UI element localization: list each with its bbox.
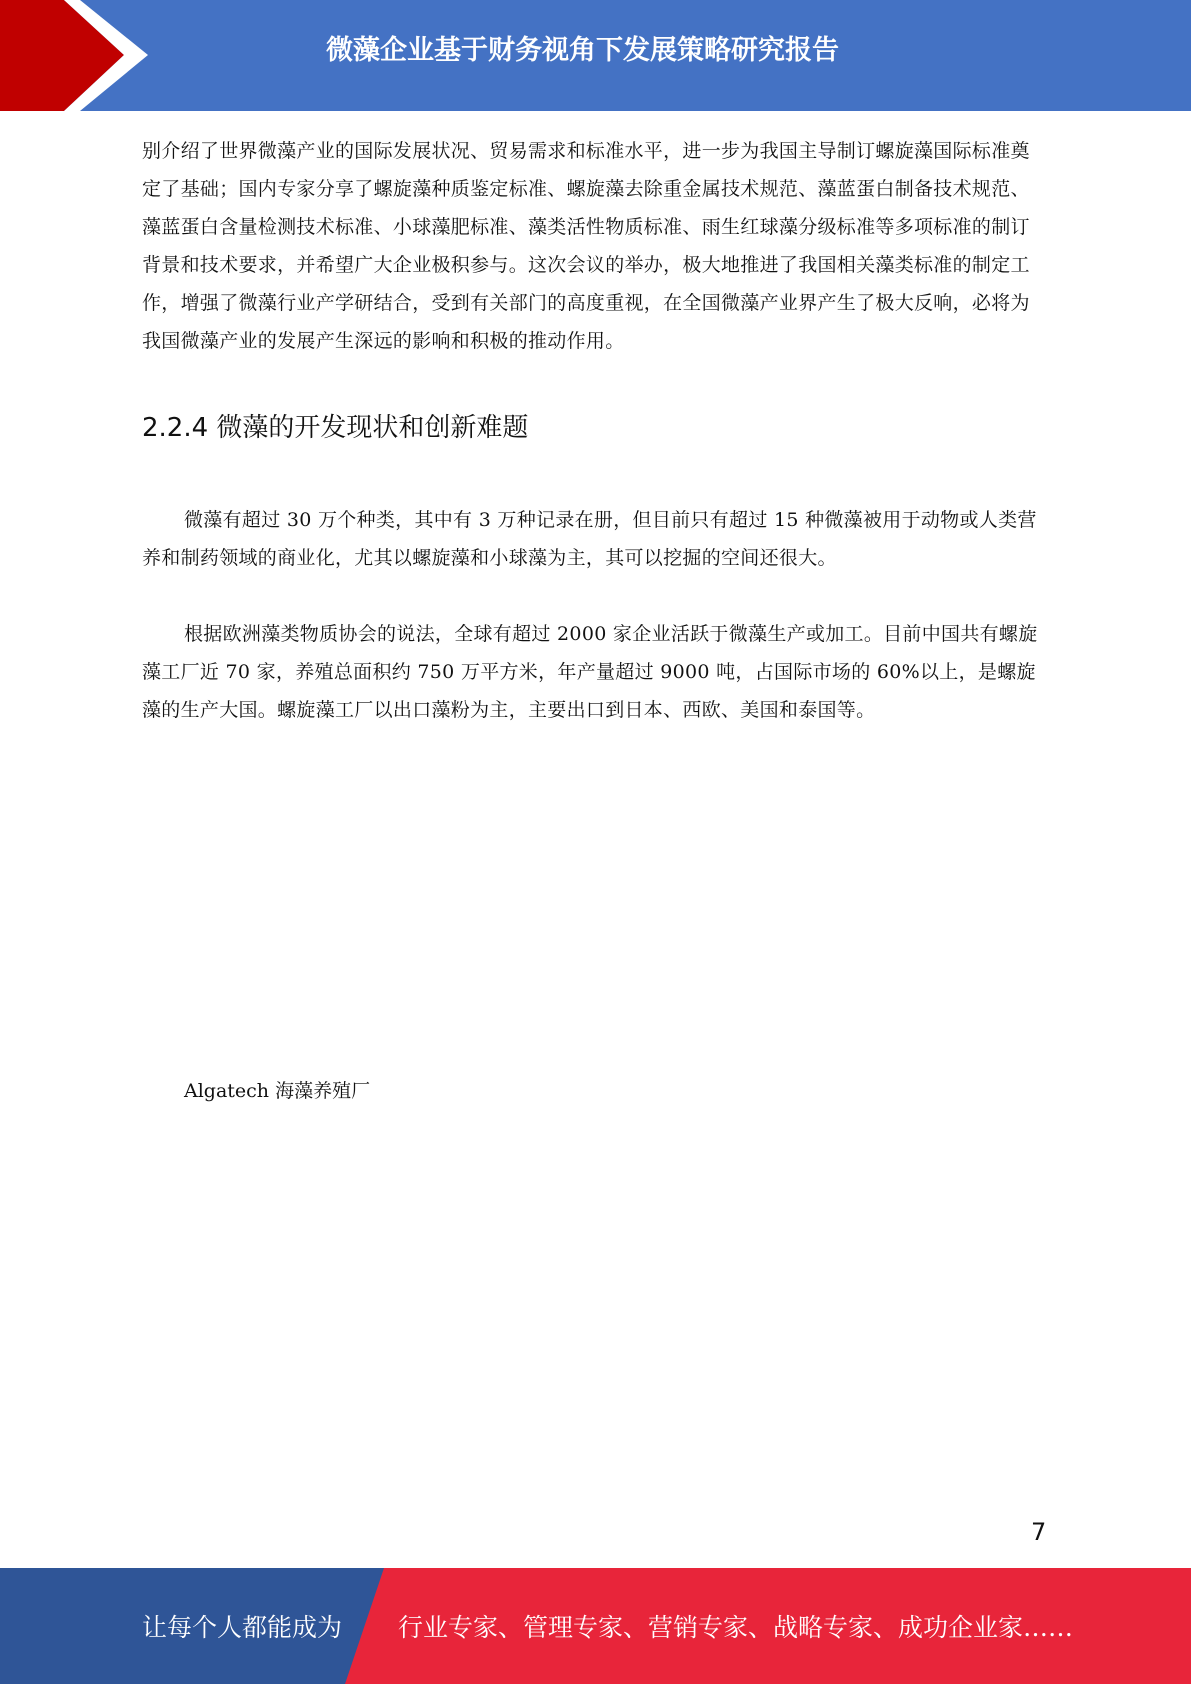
header-arrow-decoration <box>0 0 160 111</box>
section-heading: 2.2.4 微藻的开发现状和创新难题 <box>142 413 529 443</box>
body-paragraph-1: 微藻有超过 30 万个种类，其中有 3 万种记录在册，但目前只有超过 15 种微藻被用于动物或人类营养和制药领域的商业化，尤其以螺旋藻和小球藻为主，其可以挖掘的空间还很大。 <box>142 509 1037 569</box>
page-header <box>0 0 1191 111</box>
figure-caption: Algatech 海藻养殖厂 <box>184 1080 371 1102</box>
body-paragraph-2: 根据欧洲藻类物质协会的说法，全球有超过 2000 家企业活跃于微藻生产或加工。目前中国共有螺旋藻工厂近 70 家，养殖总面积约 750 万平方米，年产量超过 9000 吨，占国际市场的 60%以上，是螺旋藻的生产大国。螺旋藻工厂以出口藻粉为主，主要出口到日本、西欧、美国和泰国等。 <box>142 623 1038 721</box>
page-number: 7 <box>1031 1518 1047 1546</box>
body-paragraph-continued: 别介绍了世界微藻产业的国际发展状况、贸易需求和标准水平，进一步为我国主导制订螺旋藻国际标准奠定了基础；国内专家分享了螺旋藻种质鉴定标准、螺旋藻去除重金属技术规范、藻蓝蛋白制备技术规范、藻蓝蛋白含量检测技术标准、小球藻肥标准、藻类活性物质标准、雨生红球藻分级标准等多项标准的制订背景和技术要求，并希望广大企业极积参与。这次会议的举办，极大地推进了我国相关藻类标准的制定工作，增强了微藻行业产学研结合，受到有关部门的高度重视，在全国微藻产业界产生了极大反响，必将为我国微藻产业的发展产生深远的影响和积极的推动作用。 <box>142 140 1030 352</box>
figure-image-placeholder <box>142 740 1047 1060</box>
footer-slogan-left: 让每个人都能成为 <box>142 1613 343 1642</box>
page-footer <box>0 1568 1191 1684</box>
header-title: 微藻企业基于财务视角下发展策略研究报告 <box>326 35 839 66</box>
footer-slogan-right: 行业专家、管理专家、营销专家、战略专家、成功企业家…… <box>398 1613 1074 1642</box>
